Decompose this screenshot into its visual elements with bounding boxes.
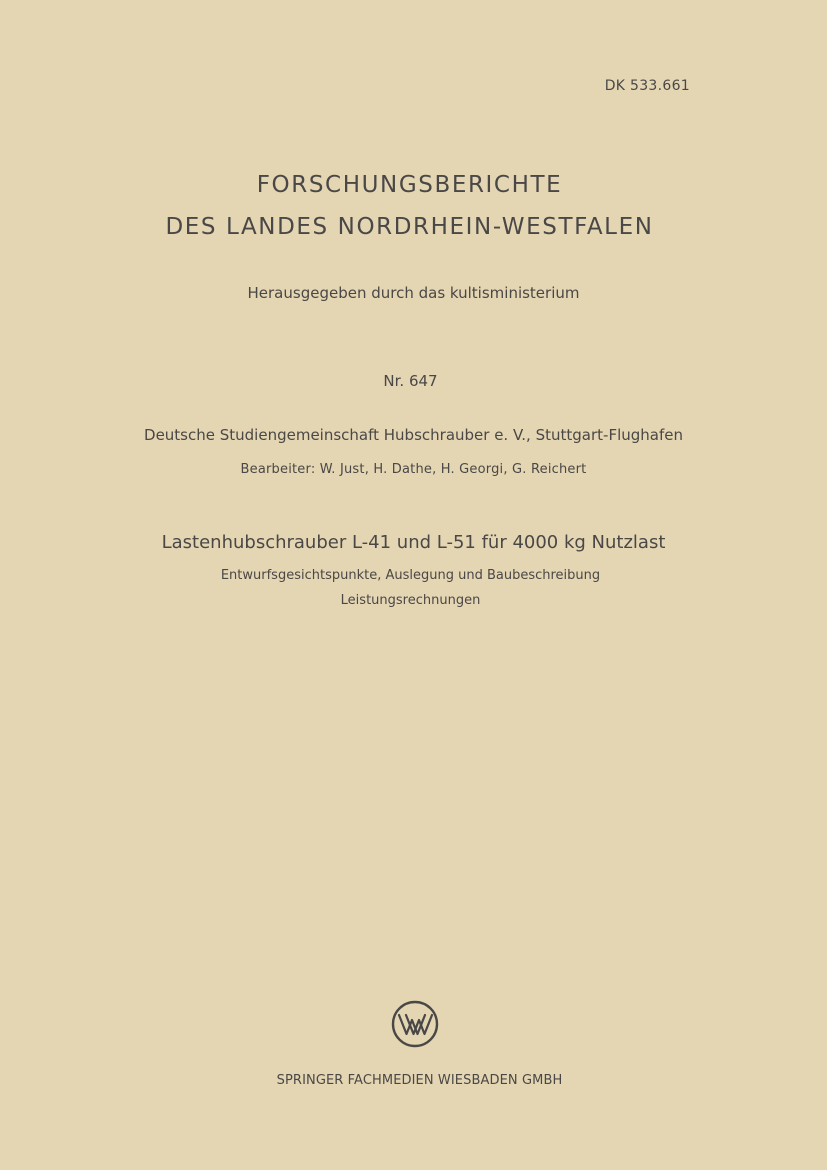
report-title: Lastenhubschrauber L-41 und L-51 für 4000 kg Nutzlast [161, 532, 666, 553]
subtitle-line-1: Entwurfsgesichtspunkte, Auslegung und Baubeschreibung [220, 568, 601, 583]
institution: Deutsche Studiengemeinschaft Hubschrauber e. V., Stuttgart-Flughafen [144, 426, 683, 444]
publisher-note: Herausgegeben durch das kultisministerium [247, 284, 580, 302]
authors: Bearbeiter: W. Just, H. Dathe, H. Georgi, G. Reichert [240, 462, 587, 477]
subtitle-line-2: Leistungsrechnungen [340, 593, 481, 608]
dk-classification: DK 533.661 [604, 78, 690, 94]
series-title-line-1: FORSCHUNGSBERICHTE [256, 172, 563, 198]
publisher-logo-icon [391, 1000, 439, 1048]
series-title-line-2: DES LANDES NORDRHEIN-WESTFALEN [165, 214, 654, 240]
publisher-imprint: SPRINGER FACHMEDIEN WIESBADEN GMBH [276, 1073, 563, 1088]
report-number: Nr. 647 [383, 372, 438, 390]
